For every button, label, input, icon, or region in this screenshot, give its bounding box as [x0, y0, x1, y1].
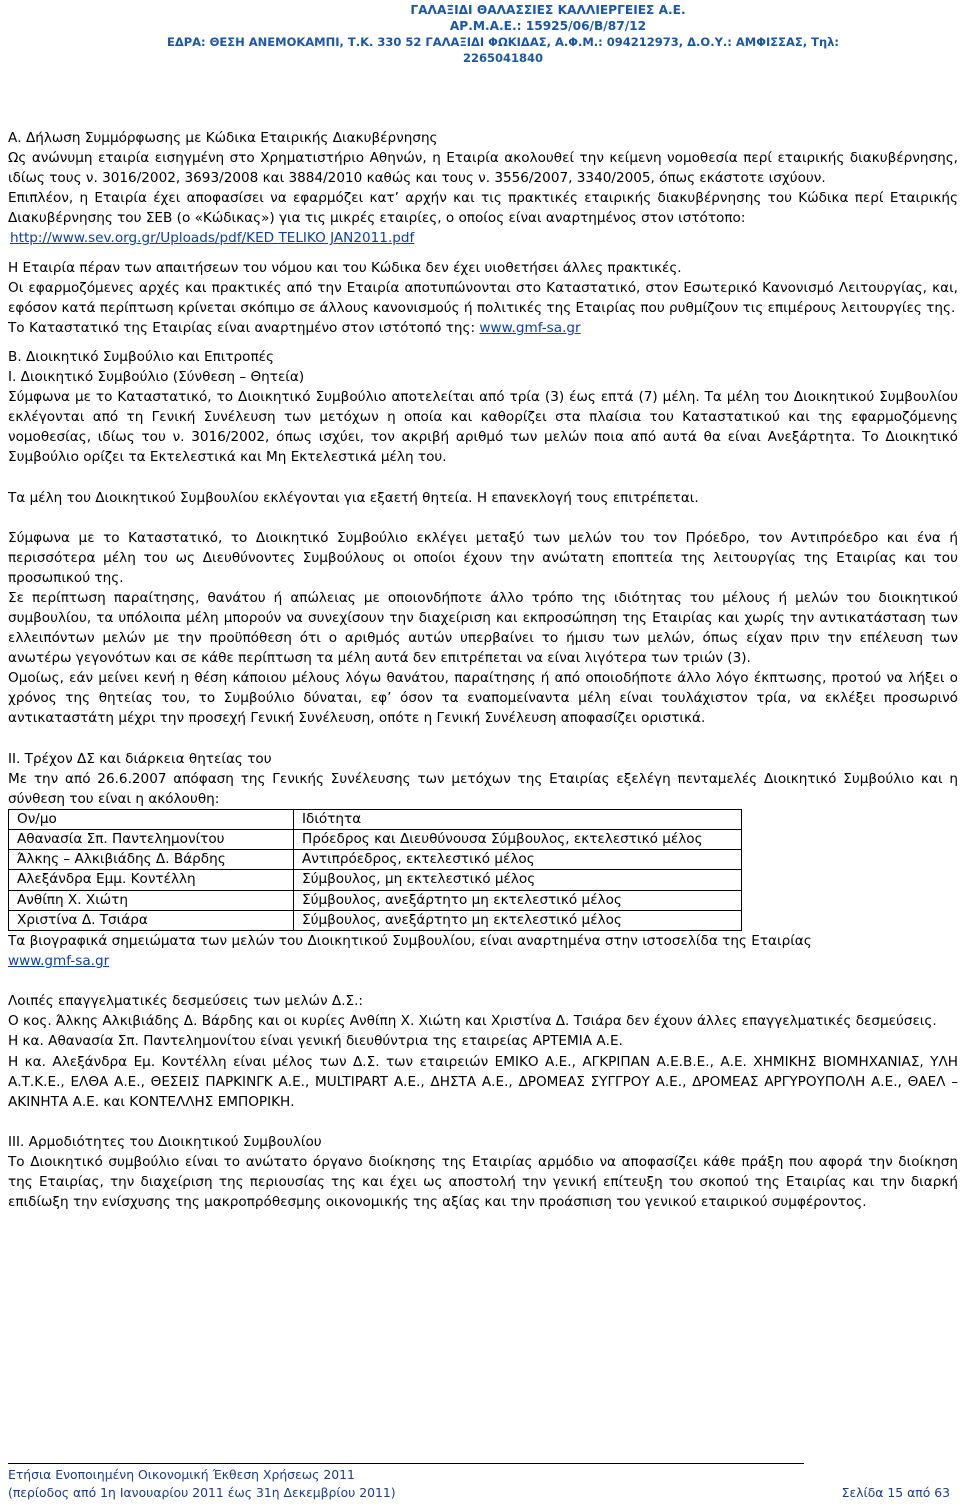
company-header [166, 2, 848, 66]
sev-code-link[interactable]: http://www.sev.org.gr/Uploads/pdf/KED TELIKO JAN2011.pdf [10, 230, 415, 247]
section-b-paragraph-7 [8, 931, 958, 971]
footer-divider [8, 1463, 804, 1464]
section-b-paragraph-3: Σύμφωνα με το Καταστατικό, το Διοικητικό Συμβούλιο εκλέγει μεταξύ των μελών του τον Πρόεδρο, τον Αντιπρόεδρο και ένα ή περισσότερα μέλη του ως Διευθύνοντες Συμβούλους οι οποίοι έχουν την ανώτατη εποπτεία της λειτουργίας της Εταιρίας και του προσωπικού της. [8, 529, 958, 586]
section-a-paragraph-5-text: Το Καταστατικό της Εταιρίας είναι αναρτημένο στον ιστότοπό της: [8, 319, 480, 336]
company-name: ΓΑΛΑΞΙΔΙ ΘΑΛΑΣΣΙΕΣ ΚΑΛΛΙΕΡΓΕΙΕΣ Α.Ε. [410, 3, 686, 17]
other-commitments-1: Ο κος. Άλκης Αλκιβιάδης Δ. Βάρδης και οι κυρίες Ανθίπη Χ. Χιώτη και Χριστίνα Δ. Τσιάρα δεν έχουν άλλες επαγγελματικές δεσμεύσεις. [8, 1013, 937, 1030]
member-name: Ανθίπη Χ. Χιώτη [9, 890, 294, 910]
section-a-title: Α. Δήλωση Συμμόρφωσης με Κώδικα Εταιρικής Διακυβέρνησης [8, 130, 438, 146]
member-name: Αλεξάνδρα Εμμ. Κοντέλλη [9, 870, 294, 890]
bios-link[interactable]: www.gmf-sa.gr [8, 953, 110, 970]
table-header-role: Ιδιότητα [294, 809, 742, 829]
member-name: Αθανασία Σπ. Παντελημονίτου [9, 830, 294, 850]
section-a-paragraph-4: Οι εφαρμοζόμενες αρχές και πρακτικές από την Εταιρία αποτυπώνονται στο Καταστατικό, στον Εσωτερικό Κανονισμό Λειτουργίας, και, εφόσον κατά περίπτωση κρίνεται σκόπιμο σε άλλους κανονισμούς ή πολιτικές της Εταιρίας που ρυθμίζουν τις επιμέρους λειτουργίες της. [8, 279, 958, 316]
company-registry-number: ΑΡ.Μ.Α.Ε.: 15925/06/Β/87/12 [449, 19, 647, 33]
section-b-paragraph-4: Σε περίπτωση παραίτησης, θανάτου ή απώλειας με οποιονδήποτε άλλο τρόπο της ιδιότητας του μέλους ή μελών του διοικητικού συμβουλίου, τα υπόλοιπα μέλη μπορούν να συνεχίσουν την διαχείριση και εκπροσώπηση της Εταιρίας και χωρίς την αντικατάσταση των ελλειπόντων μελών με την προϋπόθεση ότι ο αριθμός αυτών υπερβαίνει το ήμισυ των μελών, όπως είχαν πριν την επέλευση των ανωτέρω γεγονότων και σε κάθε περίπτωση τα μέλη αυτά δεν επιτρέπεται να είναι λιγότερα των τριών (3). [8, 589, 958, 667]
section-b-paragraph-5: Ομοίως, εάν μείνει κενή η θέση κάποιου μέλους λόγω θανάτου, παραίτησης ή από οποιοδήποτε άλλο λόγο έκπτωσης, προτού να λήξει ο χρόνος της θητείας του, το Συμβούλιο δύναται, εφ’ όσον τα εναπομείναντα μέλη είναι τουλάχιστον τρία, να εκλέξει προσωρινό αντικαταστάτη μέχρι την προσεχή Γενική Συνέλευση, οπότε η Γενική Συνέλευση αποφασίζει οριστικά. [8, 670, 958, 727]
member-name: Άλκης – Αλκιβιάδης Δ. Βάρδης [9, 850, 294, 870]
other-commitments-3: Η κα. Αλεξάνδρα Εμ. Κοντέλλη είναι μέλος των Δ.Σ. των εταιρειών ΕΜΙΚΟ Α.Ε., ΑΓΚΡΙΠΑΝ Α.Ε.Β.Ε., Α.Ε. ΧΗΜΙΚΗΣ ΒΙΟΜΗΧΑΝΙΑΣ, ΥΛΗ Α.Τ.Κ.Ε., ΕΛΘΑ Α.Ε., ΘΕΣΕΙΣ ΠΑΡΚΙΝΓΚ Α.Ε., MULTIPART Α.Ε., ΔΗΣΤΑ Α.Ε., ΔΡΟΜΕΑΣ ΣΥΓΓΡΟΥ Α.Ε., ΔΡΟΜΕΑΣ ΑΡΓΥΡΟΥΠΟΛΗ Α.Ε., ΘΑΕΛ – ΑΚΙΝΗΤΑ Α.Ε. και ΚΟΝΤΕΛΛΗΣ ΕΜΠΟΡΙΚΗ. [8, 1053, 958, 1110]
section-a-paragraph-1: Ως ανώνυμη εταιρία εισηγμένη στο Χρηματιστήριο Αθηνών, η Εταιρία ακολουθεί την κείμενη νομοθεσία περί εταιρικής διακυβέρνησης, ιδίως τους ν. 3016/2002, 3693/2008 και 3884/2010 καθώς και τους ν. 3556/2007, 3340/2005, όπως εκάστοτε ισχύουν. [8, 150, 958, 187]
member-name: Χριστίνα Δ. Τσιάρα [9, 910, 294, 930]
member-role: Σύμβουλος, μη εκτελεστικό μέλος [294, 870, 742, 890]
board-members-table [8, 809, 742, 931]
table-row [9, 850, 742, 870]
other-commitments-title: Λοιπές επαγγελματικές δεσμεύσεις των μελών Δ.Σ.: [8, 993, 364, 1010]
section-b-subtitle-3: ΙΙΙ. Αρμοδιότητες του Διοικητικού Συμβουλίου [8, 1133, 322, 1150]
section-b-paragraph-1: Σύμφωνα με το Καταστατικό, το Διοικητικό Συμβούλιο αποτελείται από τρία (3) έως επτά (7) μέλη. Τα μέλη του Διοικητικού Συμβουλίου εκλέγονται από τη Γενική Συνέλευση των μετόχων η οποία και καθορίζει στα πλαίσια του Καταστατικού και της εφαρμοζόμενης νομοθεσίας, ιδίως του ν. 3016/2002, όπως ισχύει, τον ακριβή αριθμό των μελών ποια από αυτά θα είναι Ανεξάρτητα. Το Διοικητικό Συμβούλιο ορίζει τα Εκτελεστικά και Μη Εκτελεστικά μέλη του. [8, 389, 958, 466]
table-row [9, 910, 742, 930]
section-a-paragraph-5 [8, 318, 958, 338]
section-a-paragraph-2 [8, 188, 958, 248]
section-b-paragraph-7-text: Τα βιογραφικά σημειώματα των μελών του Διοικητικού Συμβουλίου, είναι αναρτημένα στην ιστοσελίδα της Εταιρίας [8, 933, 812, 950]
table-row [9, 890, 742, 910]
footer-report-title: Ετήσια Ενοποιημένη Οικονομική Έκθεση Χρήσεως 2011 [8, 1467, 355, 1482]
footer-period: (περίοδος από 1η Ιανουαρίου 2011 έως 31η Δεκεμβρίου 2011) [8, 1485, 396, 1500]
page-number: Σελίδα 15 από 63 [841, 1485, 950, 1500]
table-header-row [9, 809, 742, 829]
section-a-paragraph-2-text: Επιπλέον, η Εταιρία έχει αποφασίσει να εφαρμόζει κατ’ αρχήν και τις πρακτικές εταιρικής διακυβέρνησης του Κώδικα περί Εταιρικής Διακυβέρνησης του ΣΕΒ (ο «Κώδικας») για τις μικρές εταιρίες, ο οποίος είναι αναρτημένος στον ιστότοπο: [8, 190, 958, 227]
member-role: Σύμβουλος, ανεξάρτητο μη εκτελεστικό μέλος [294, 910, 742, 930]
section-a-paragraph-3: Η Εταιρία πέραν των απαιτήσεων του νόμου και του Κώδικα δεν έχει υιοθετήσει άλλες πρακτικές. [8, 259, 682, 276]
section-b-paragraph-8: Το Διοικητικό συμβούλιο είναι το ανώτατο όργανο διοίκησης της Εταιρίας αρμόδιο να αποφασίζει κάθε πράξη που αφορά την διοίκηση της Εταιρίας, την διαχείριση της περιουσίας της και έχει ως αποστολή την γενική επίτευξη του σκοπού της Εταιρίας και την διαρκή επιδίωξη την ενίσχυσης της μακροπρόθεσμης οικονομικής της αξίας και την προάσπιση του γενικού εταιρικού συμφέροντος. [8, 1153, 958, 1211]
table-header-name: Ον/μο [9, 809, 294, 829]
articles-link[interactable]: www.gmf-sa.gr [479, 319, 581, 336]
other-commitments-2: Η κα. Αθανασία Σπ. Παντελημονίτου είναι γενική διευθύντρια της εταιρείας ΑΡΤΕΜΙΑ Α.Ε. [8, 1033, 623, 1050]
member-role: Πρόεδρος και Διευθύνουσα Σύμβουλος, εκτελεστικό μέλος [294, 830, 742, 850]
section-b-subtitle-2: ΙΙ. Τρέχον ΔΣ και διάρκεια θητείας του [8, 750, 272, 767]
member-role: Σύμβουλος, ανεξάρτητο μη εκτελεστικό μέλος [294, 890, 742, 910]
company-address: ΕΔΡΑ: ΘΕΣΗ ΑΝΕΜΟΚΑΜΠΙ, Τ.Κ. 330 52 ΓΑΛΑΞΙΔΙ ΦΩΚΙΔΑΣ, Α.Φ.Μ.: 094212973, Δ.Ο.Υ.: ΑΜΦΙΣΣΑΣ, Τηλ: 2265041840 [166, 35, 840, 65]
table-row [9, 830, 742, 850]
section-b-title: Β. Διοικητικό Συμβούλιο και Επιτροπές [8, 348, 274, 365]
table-row [9, 870, 742, 890]
document-body [8, 128, 958, 1212]
section-b-subtitle-1: Ι. Διοικητικό Συμβούλιο (Σύνθεση – Θητεία) [8, 369, 305, 386]
member-role: Αντιπρόεδρος, εκτελεστικό μέλος [294, 850, 742, 870]
section-b-paragraph-6: Με την από 26.6.2007 απόφαση της Γενικής Συνέλευσης των μετόχων της Εταιρίας εξελέγη πενταμελές Διοικητικό Συμβούλιο και η σύνθεση του είναι η ακόλουθη: [8, 770, 958, 807]
section-b-paragraph-2: Τα μέλη του Διοικητικού Συμβουλίου εκλέγονται για εξαετή θητεία. Η επανεκλογή τους επιτρέπεται. [8, 489, 699, 506]
